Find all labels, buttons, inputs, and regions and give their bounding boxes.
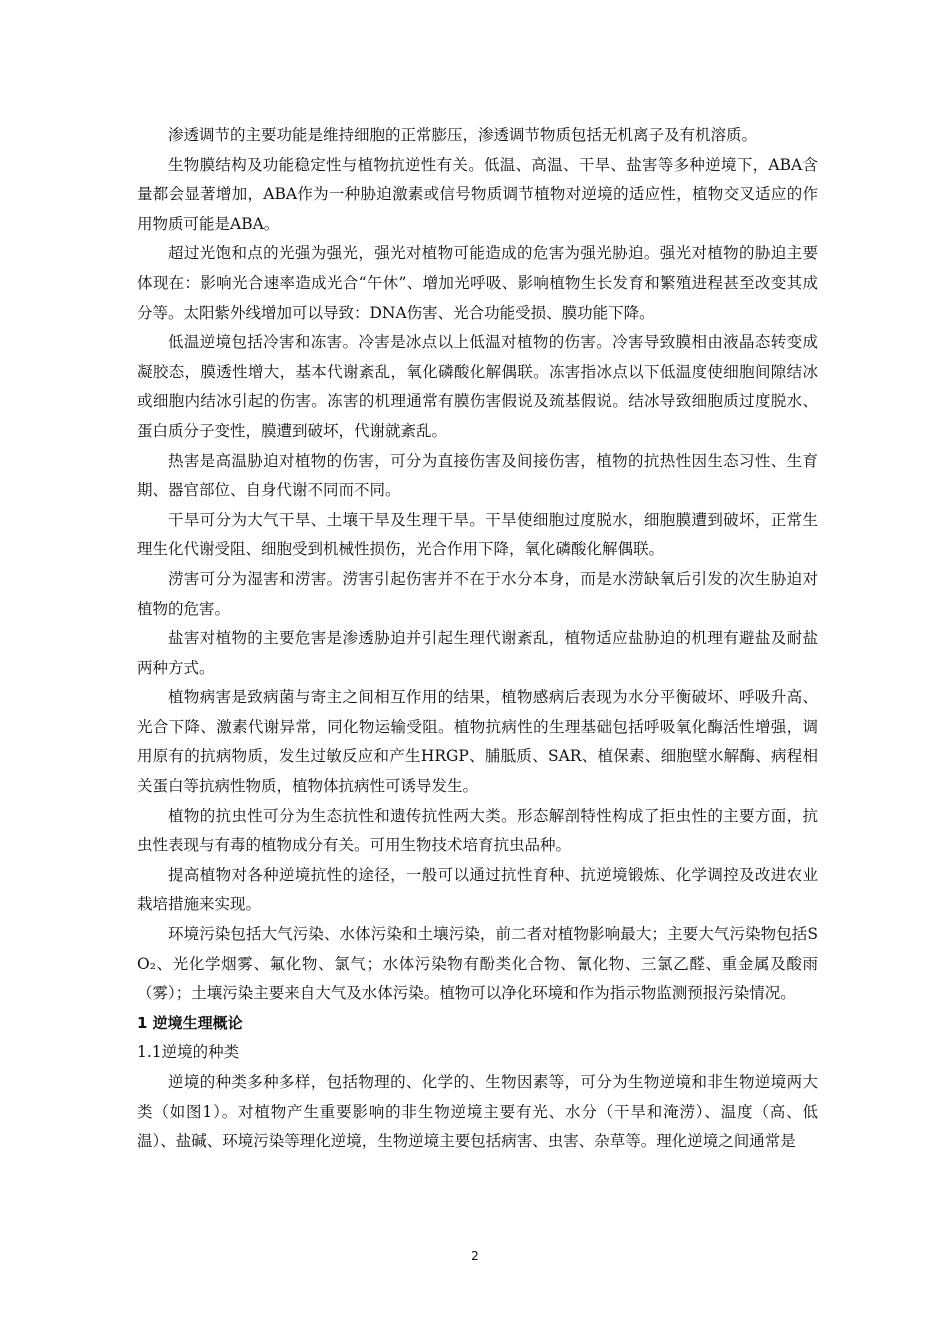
paragraph-heat-injury: 热害是高温胁迫对植物的伤害，可分为直接伤害及间接伤害，植物的抗热性因生态习性、生育期、器官部位、自身代谢不同而不同。	[137, 451, 818, 500]
paragraph-flooding: 涝害可分为湿害和涝害。涝害引起伤害并不在于水分本身，而是水涝缺氧后引发的次生胁迫对植物的危害。	[137, 569, 818, 618]
paragraph-low-temperature: 低温逆境包括冷害和冻害。冷害是冰点以上低温对植物的伤害。冷害导致膜相由液晶态转变成凝胶态，膜透性增大，基本代谢紊乱，氧化磷酸化解偶联。冻害指冰点以下低温度使细胞间隙结冰或细胞内结冰引起的伤害。冻害的机理通常有膜伤害假说及巯基假说。结冰导致细胞质过度脱水、蛋白质分子变性，膜遭到破坏，代谢就紊乱。	[137, 333, 818, 440]
paragraph-environmental-pollution: 环境污染包括大气污染、水体污染和土壤污染，前二者对植物影响最大；主要大气污染物包括SO₂、光化学烟雾、氟化物、氯气；水体污染物有酚类化合物、氰化物、三氯乙醛、重金属及酸雨（雾）；土壤污染主要来自大气及水体污染。植物可以净化环境和作为指示物监测预报污染情况。	[137, 925, 818, 1003]
section-heading: 1 逆境生理概论	[137, 1013, 243, 1032]
paragraph-drought: 干旱可分为大气干旱、土壤干旱及生理干旱。干旱使细胞过度脱水，细胞膜遭到破坏，正常生理生化代谢受阻、细胞受到机械性损伤，光合作用下降，氧化磷酸化解偶联。	[137, 510, 818, 559]
paragraph-improving-resistance: 提高植物对各种逆境抗性的途径，一般可以通过抗性育种、抗逆境锻炼、化学调控及改进农业栽培措施来实现。	[137, 865, 818, 914]
paragraph-salt-injury: 盐害对植物的主要危害是渗透胁迫并引起生理代谢紊乱，植物适应盐胁迫的机理有避盐及耐盐两种方式。	[137, 629, 818, 677]
subsection-heading: 1.1逆境的种类	[137, 1043, 240, 1062]
paragraph-stress-types: 逆境的种类多种多样，包括物理的、化学的、生物因素等，可分为生物逆境和非生物逆境两大类（如图1）。对植物产生重要影响的非生物逆境主要有光、水分（干旱和淹涝）、温度（高、低温）、盐碱、环境污染等理化逆境，生物逆境主要包括病害、虫害、杂草等。理化逆境之间通常是	[137, 1073, 818, 1151]
paragraph-osmotic-regulation: 渗透调节的主要功能是维持细胞的正常膨压，渗透调节物质包括无机离子及有机溶质。	[168, 126, 758, 144]
page-number: 2	[471, 1249, 479, 1263]
paragraph-membrane-aba: 生物膜结构及功能稳定性与植物抗逆性有关。低温、高温、干旱、盐害等多种逆境下，ABA含量都会显著增加，ABA作为一种胁迫激素或信号物质调节植物对逆境的适应性，植物交叉适应的作用物质可能是ABA。	[137, 155, 818, 233]
document-body	[137, 121, 818, 1157]
paragraph-strong-light: 超过光饱和点的光强为强光，强光对植物可能造成的危害为强光胁迫。强光对植物的胁迫主要体现在：影响光合速率造成光合“午休”、增加光呼吸、影响植物生长发育和繁殖进程甚至改变其成分等。太阳紫外线增加可以导致：DNA伤害、光合功能受损、膜功能下降。	[137, 244, 818, 322]
paragraph-insect-resistance: 植物的抗虫性可分为生态抗性和遗传抗性两大类。形态解剖特性构成了拒虫性的主要方面，抗虫性表现与有毒的植物成分有关。可用生物技术培育抗虫品种。	[137, 806, 818, 855]
paragraph-plant-disease: 植物病害是致病菌与寄主之间相互作用的结果，植物感病后表现为水分平衡破坏、呼吸升高、光合下降、激素代谢异常，同化物运输受阻。植物抗病性的生理基础包括呼吸氧化酶活性增强，调用原有的抗病物质，发生过敏反应和产生HRGP、脯胝质、SAR、植保素、细胞壁水解酶、病程相关蛋白等抗病性物质，植物体抗病性可诱导发生。	[137, 688, 818, 796]
